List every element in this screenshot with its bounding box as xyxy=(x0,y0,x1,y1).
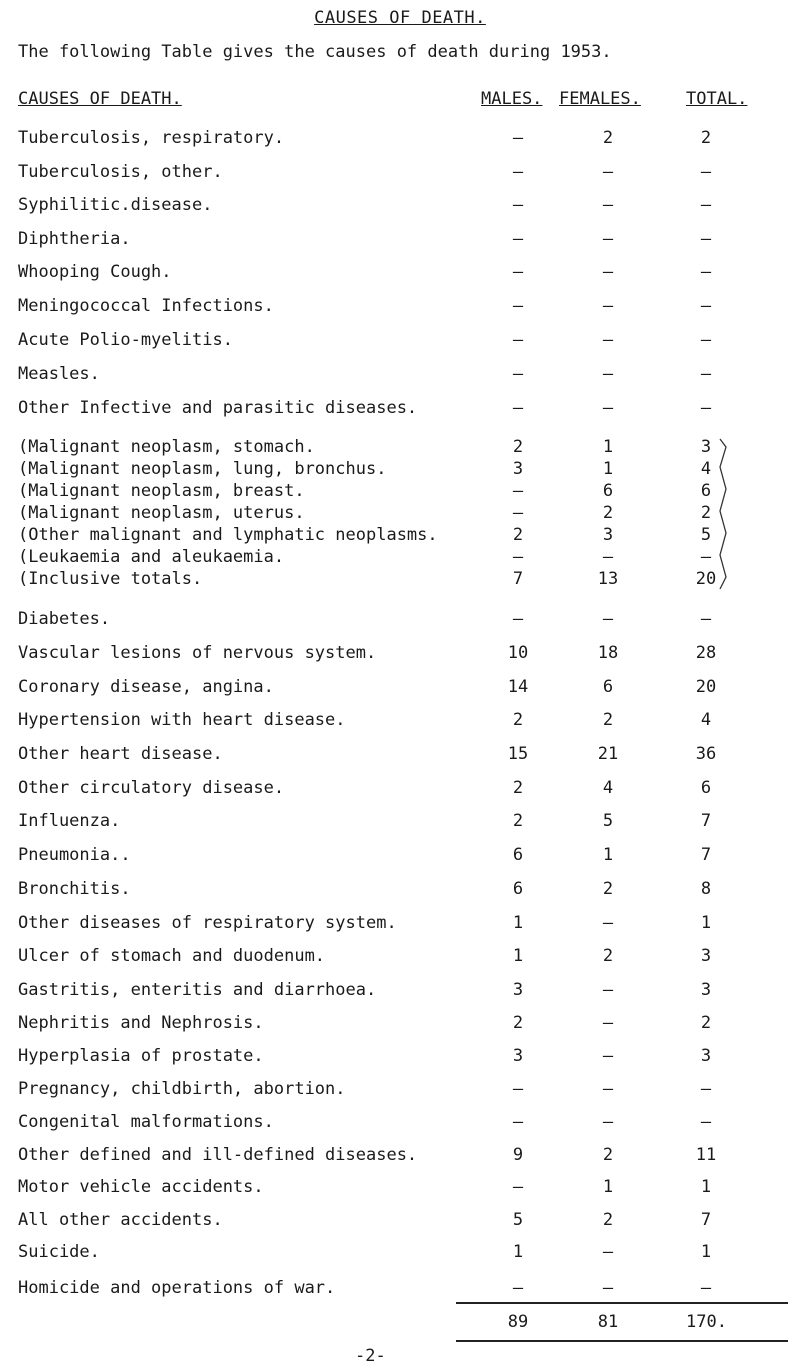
males-value: 2 xyxy=(512,811,524,831)
males-value: 2 xyxy=(512,437,524,457)
total-value: 6 xyxy=(700,778,712,798)
males-value: — xyxy=(512,128,524,148)
total-value: 7 xyxy=(700,845,712,865)
table-row xyxy=(18,162,788,184)
males-value: 6 xyxy=(512,845,524,865)
cause-label: Homicide and operations of war. xyxy=(18,1278,336,1298)
females-value: 1 xyxy=(602,1177,614,1197)
males-value: 15 xyxy=(507,744,529,764)
females-value: — xyxy=(602,296,614,316)
females-value: 2 xyxy=(602,946,614,966)
table-row xyxy=(18,643,788,665)
table-row xyxy=(18,845,788,867)
table-row xyxy=(18,398,788,420)
males-value: — xyxy=(512,296,524,316)
females-value: — xyxy=(602,1278,614,1298)
table-row xyxy=(18,195,788,217)
table-header xyxy=(18,89,788,111)
males-total: 89 xyxy=(507,1312,529,1332)
cause-label: Other diseases of respiratory system. xyxy=(18,913,397,933)
females-value: — xyxy=(602,547,614,567)
total-value: 7 xyxy=(700,811,712,831)
females-value: — xyxy=(602,980,614,1000)
total-value: 3 xyxy=(700,980,712,1000)
cause-label: Vascular lesions of nervous system. xyxy=(18,643,377,663)
cause-label: Suicide. xyxy=(18,1242,100,1262)
total-value: 5 xyxy=(700,525,712,545)
total-value: — xyxy=(700,296,712,316)
females-value: — xyxy=(602,609,614,629)
total-value: 36 xyxy=(695,744,717,764)
males-value: — xyxy=(512,229,524,249)
total-value: 2 xyxy=(700,128,712,148)
total-value: — xyxy=(700,609,712,629)
table-row xyxy=(18,569,788,591)
cause-label: Other heart disease. xyxy=(18,744,223,764)
males-value: 2 xyxy=(512,710,524,730)
table-row xyxy=(18,946,788,968)
males-value: — xyxy=(512,1278,524,1298)
table-row xyxy=(18,481,788,503)
table-row xyxy=(18,1145,788,1167)
cause-label: Ulcer of stomach and duodenum. xyxy=(18,946,326,966)
cause-label: Other circulatory disease. xyxy=(18,778,285,798)
cause-label: Nephritis and Nephrosis. xyxy=(18,1013,264,1033)
cause-label: Diabetes. xyxy=(18,609,111,629)
males-value: 1 xyxy=(512,946,524,966)
females-value: 18 xyxy=(597,643,619,663)
total-value: — xyxy=(700,229,712,249)
females-value: 13 xyxy=(597,569,619,589)
total-value: 8 xyxy=(700,879,712,899)
table-row xyxy=(18,879,788,901)
males-value: — xyxy=(512,195,524,215)
total-value: 20 xyxy=(695,569,717,589)
males-value: 9 xyxy=(512,1145,524,1165)
table-row xyxy=(18,1278,788,1300)
females-value: — xyxy=(602,913,614,933)
males-value: 14 xyxy=(507,677,529,697)
total-value: 1 xyxy=(700,1242,712,1262)
column-header-total: TOTAL. xyxy=(686,89,748,109)
females-value: — xyxy=(602,1242,614,1262)
table-row xyxy=(18,1177,788,1199)
females-value: — xyxy=(602,398,614,418)
total-value: 3 xyxy=(700,946,712,966)
cause-label: Other Infective and parasitic diseases. xyxy=(18,398,418,418)
cause-label: (Other malignant and lymphatic neoplasms. xyxy=(18,525,438,545)
females-value: 2 xyxy=(602,710,614,730)
total-value: 7 xyxy=(700,1210,712,1230)
table-row xyxy=(18,1242,788,1264)
column-header-males: MALES. xyxy=(481,89,543,109)
females-value: — xyxy=(602,1079,614,1099)
females-value: 2 xyxy=(602,128,614,148)
table-row xyxy=(18,609,788,631)
females-value: — xyxy=(602,1013,614,1033)
cause-label: Acute Polio-myelitis. xyxy=(18,330,233,350)
females-value: 5 xyxy=(602,811,614,831)
males-value: — xyxy=(512,1177,524,1197)
page-title: CAUSES OF DEATH. xyxy=(314,8,486,28)
total-value: — xyxy=(700,162,712,182)
males-value: 3 xyxy=(512,1046,524,1066)
females-value: — xyxy=(602,195,614,215)
total-value: — xyxy=(700,1112,712,1132)
females-value: — xyxy=(602,1112,614,1132)
total-value: — xyxy=(700,330,712,350)
page-number: -2- xyxy=(355,1346,386,1366)
cause-label: Influenza. xyxy=(18,811,121,831)
total-value: — xyxy=(700,195,712,215)
group-bracket xyxy=(718,437,730,591)
cause-label: (Leukaemia and aleukaemia. xyxy=(18,547,285,567)
total-value: — xyxy=(700,1278,712,1298)
males-value: — xyxy=(512,1079,524,1099)
table-row xyxy=(18,296,788,318)
cause-label: Pregnancy, childbirth, abortion. xyxy=(18,1079,346,1099)
cause-label: Hyperplasia of prostate. xyxy=(18,1046,264,1066)
total-value: 20 xyxy=(695,677,717,697)
table-row xyxy=(18,913,788,935)
cause-label: Pneumonia.. xyxy=(18,845,131,865)
cause-label: Gastritis, enteritis and diarrhoea. xyxy=(18,980,377,1000)
males-value: 1 xyxy=(512,913,524,933)
total-value: — xyxy=(700,262,712,282)
females-value: 2 xyxy=(602,1145,614,1165)
males-value: — xyxy=(512,398,524,418)
females-value: 6 xyxy=(602,481,614,501)
table-row xyxy=(18,1210,788,1232)
table-row xyxy=(18,1013,788,1035)
intro-text: The following Table gives the causes of death during 1953. xyxy=(18,42,612,62)
cause-label: Hypertension with heart disease. xyxy=(18,710,346,730)
males-value: 3 xyxy=(512,459,524,479)
totals-row xyxy=(18,1312,788,1334)
totals-rule-bottom xyxy=(456,1340,788,1342)
table-row xyxy=(18,677,788,699)
females-total: 81 xyxy=(597,1312,619,1332)
males-value: — xyxy=(512,481,524,501)
cause-label: Syphilitic.disease. xyxy=(18,195,213,215)
females-value: 3 xyxy=(602,525,614,545)
table-row xyxy=(18,980,788,1002)
table-row xyxy=(18,710,788,732)
totals-rule-top xyxy=(456,1302,788,1304)
total-value: — xyxy=(700,1079,712,1099)
total-value: — xyxy=(700,547,712,567)
column-header-females: FEMALES. xyxy=(559,89,641,109)
total-value: 2 xyxy=(700,1013,712,1033)
table-row xyxy=(18,1112,788,1134)
males-value: — xyxy=(512,1112,524,1132)
table-row xyxy=(18,128,788,150)
table-row xyxy=(18,744,788,766)
total-value: — xyxy=(700,364,712,384)
total-value: — xyxy=(700,398,712,418)
females-value: 1 xyxy=(602,437,614,457)
females-value: 1 xyxy=(602,845,614,865)
cause-label: Congenital malformations. xyxy=(18,1112,274,1132)
females-value: 2 xyxy=(602,1210,614,1230)
total-value: 4 xyxy=(700,710,712,730)
males-value: 1 xyxy=(512,1242,524,1262)
table-row xyxy=(18,547,788,569)
females-value: — xyxy=(602,229,614,249)
females-value: 1 xyxy=(602,459,614,479)
males-value: 10 xyxy=(507,643,529,663)
cause-label: (Malignant neoplasm, stomach. xyxy=(18,437,315,457)
total-value: 3 xyxy=(700,1046,712,1066)
grand-total: 170. xyxy=(686,1312,727,1332)
table-row xyxy=(18,330,788,352)
cause-label: Tuberculosis, respiratory. xyxy=(18,128,285,148)
females-value: 2 xyxy=(602,879,614,899)
cause-label: Other defined and ill-defined diseases. xyxy=(18,1145,418,1165)
total-value: 28 xyxy=(695,643,717,663)
table-row xyxy=(18,811,788,833)
males-value: — xyxy=(512,547,524,567)
total-value: 2 xyxy=(700,503,712,523)
cause-label: Diphtheria. xyxy=(18,229,131,249)
cause-label: Tuberculosis, other. xyxy=(18,162,223,182)
column-header-cause: CAUSES OF DEATH. xyxy=(18,89,182,109)
males-value: 2 xyxy=(512,525,524,545)
males-value: 7 xyxy=(512,569,524,589)
cause-label: Measles. xyxy=(18,364,100,384)
table-row xyxy=(18,778,788,800)
cause-label: (Inclusive totals. xyxy=(18,569,203,589)
males-value: — xyxy=(512,162,524,182)
total-value: 3 xyxy=(700,437,712,457)
total-value: 6 xyxy=(700,481,712,501)
females-value: — xyxy=(602,262,614,282)
table-row xyxy=(18,229,788,251)
table-row xyxy=(18,437,788,459)
females-value: 4 xyxy=(602,778,614,798)
females-value: — xyxy=(602,162,614,182)
males-value: — xyxy=(512,503,524,523)
males-value: 6 xyxy=(512,879,524,899)
cause-label: Whooping Cough. xyxy=(18,262,172,282)
table-row xyxy=(18,364,788,386)
females-value: 21 xyxy=(597,744,619,764)
females-value: 6 xyxy=(602,677,614,697)
males-value: — xyxy=(512,262,524,282)
females-value: — xyxy=(602,330,614,350)
males-value: 2 xyxy=(512,778,524,798)
cause-label: (Malignant neoplasm, breast. xyxy=(18,481,305,501)
total-value: 1 xyxy=(700,1177,712,1197)
table-row xyxy=(18,262,788,284)
cause-label: Coronary disease, angina. xyxy=(18,677,274,697)
table-row xyxy=(18,1046,788,1068)
males-value: 5 xyxy=(512,1210,524,1230)
total-value: 4 xyxy=(700,459,712,479)
total-value: 11 xyxy=(695,1145,717,1165)
cause-label: (Malignant neoplasm, lung, bronchus. xyxy=(18,459,387,479)
females-value: — xyxy=(602,1046,614,1066)
table-row xyxy=(18,1079,788,1101)
table-row xyxy=(18,525,788,547)
females-value: — xyxy=(602,364,614,384)
females-value: 2 xyxy=(602,503,614,523)
cause-label: Motor vehicle accidents. xyxy=(18,1177,264,1197)
males-value: 3 xyxy=(512,980,524,1000)
table-row xyxy=(18,503,788,525)
total-value: 1 xyxy=(700,913,712,933)
cause-label: (Malignant neoplasm, uterus. xyxy=(18,503,305,523)
cause-label: Meningococcal Infections. xyxy=(18,296,274,316)
males-value: — xyxy=(512,364,524,384)
cause-label: All other accidents. xyxy=(18,1210,223,1230)
males-value: — xyxy=(512,609,524,629)
males-value: — xyxy=(512,330,524,350)
males-value: 2 xyxy=(512,1013,524,1033)
cause-label: Bronchitis. xyxy=(18,879,131,899)
table-row xyxy=(18,459,788,481)
